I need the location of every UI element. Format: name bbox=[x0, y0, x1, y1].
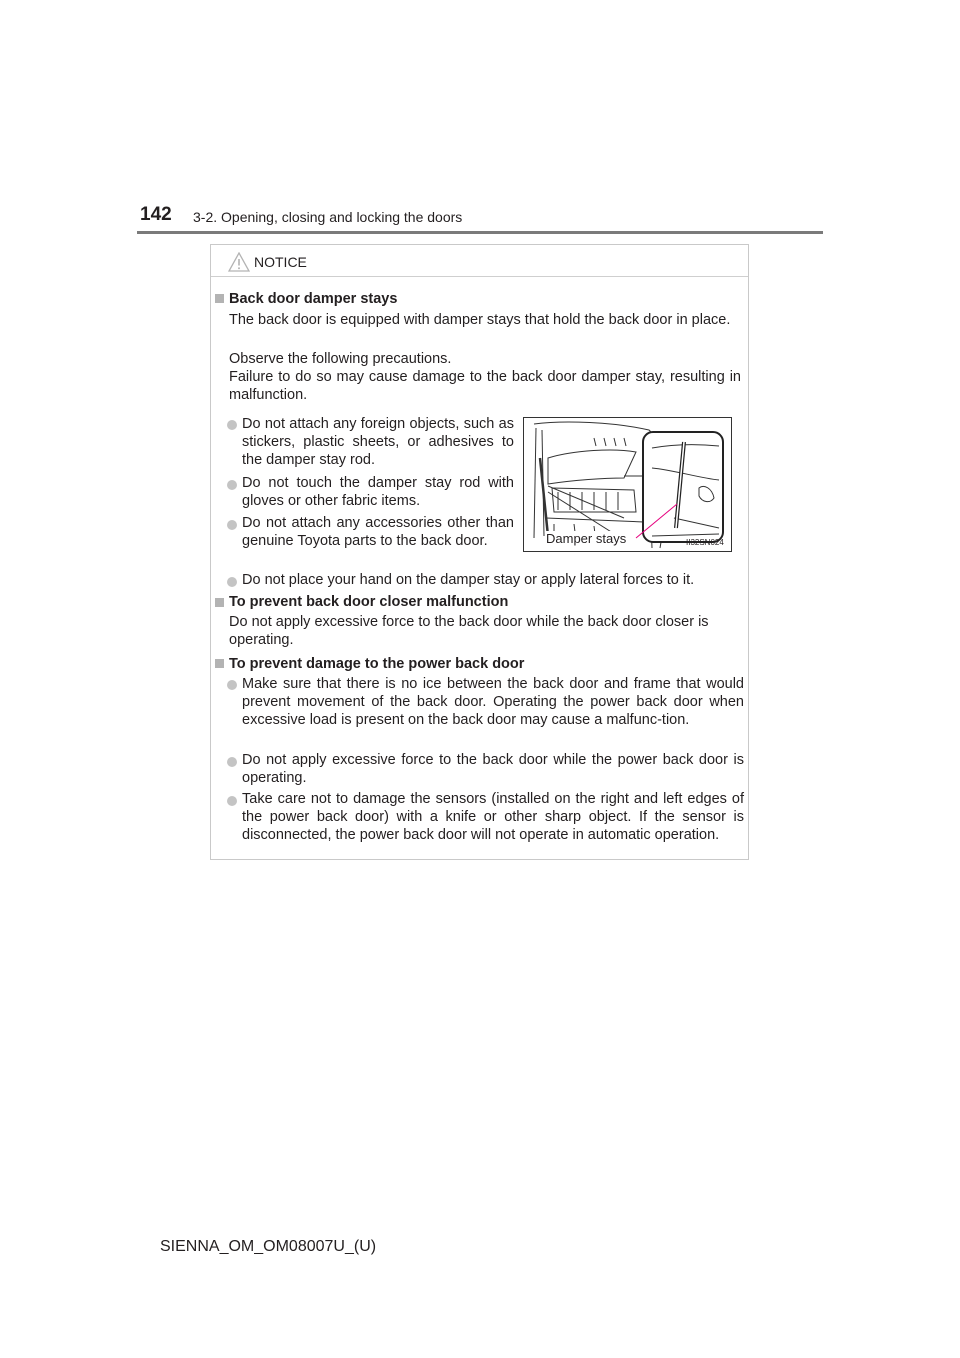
bullet-dot bbox=[227, 480, 237, 490]
damper-bullet: Do not place your hand on the damper stay or apply lateral forces to it. bbox=[242, 572, 695, 588]
page-number: 142 bbox=[140, 204, 172, 225]
figure-caption: Damper stays bbox=[546, 531, 627, 546]
damper-heading: Back door damper stays bbox=[229, 291, 398, 307]
section-marker bbox=[215, 294, 224, 303]
notice-header bbox=[211, 245, 748, 277]
damper-bullet: Do not touch the damper stay rod with gloves or other fabric items. bbox=[242, 475, 514, 509]
section-marker bbox=[215, 659, 224, 668]
power-bullet: Do not apply excessive force to the back door while the power back door is operating. bbox=[242, 752, 744, 786]
bullet-dot bbox=[227, 680, 237, 690]
closer-text: Do not apply excessive force to the back door while the back door closer is operating. bbox=[229, 614, 709, 648]
section-title: 3-2. Opening, closing and locking the doors bbox=[193, 209, 463, 225]
damper-failure-warning: Failure to do so may cause damage to the back door damper stay, resulting in malfunction. bbox=[229, 369, 741, 403]
notice-label: NOTICE bbox=[254, 254, 307, 270]
header-divider bbox=[137, 231, 823, 234]
power-heading: To prevent damage to the power back door bbox=[229, 656, 525, 672]
power-bullet: Take care not to damage the sensors (installed on the right and left edges of the power back door) with a knife or other sharp object. If the sensor is disconnected, the power back door will not operate in automatic operation. bbox=[242, 791, 744, 843]
bullet-dot bbox=[227, 796, 237, 806]
document-id: SIENNA_OM_OM08007U_(U) bbox=[160, 1238, 377, 1255]
bullet-dot bbox=[227, 520, 237, 530]
power-bullet: Make sure that there is no ice between the back door and frame that would prevent movement of the back door. Operating the power back door when excessive load is present on the back door may cause a malfunc-tion. bbox=[242, 676, 744, 728]
bullet-dot bbox=[227, 577, 237, 587]
closer-heading: To prevent back door closer malfunction bbox=[229, 594, 509, 610]
bullet-dot bbox=[227, 757, 237, 767]
bullet-dot bbox=[227, 420, 237, 430]
section-marker bbox=[215, 598, 224, 607]
damper-intro: The back door is equipped with damper stays that hold the back door in place. bbox=[229, 312, 731, 328]
damper-precautions-intro: Observe the following precautions. bbox=[229, 351, 452, 367]
damper-bullet: Do not attach any accessories other than genuine Toyota parts to the back door. bbox=[242, 515, 514, 549]
figure-code: II32SN024 bbox=[686, 538, 724, 547]
warning-triangle-icon bbox=[228, 252, 250, 272]
damper-bullet: Do not attach any foreign objects, such as stickers, plastic sheets, or adhesives to the damper stay rod. bbox=[242, 416, 514, 468]
